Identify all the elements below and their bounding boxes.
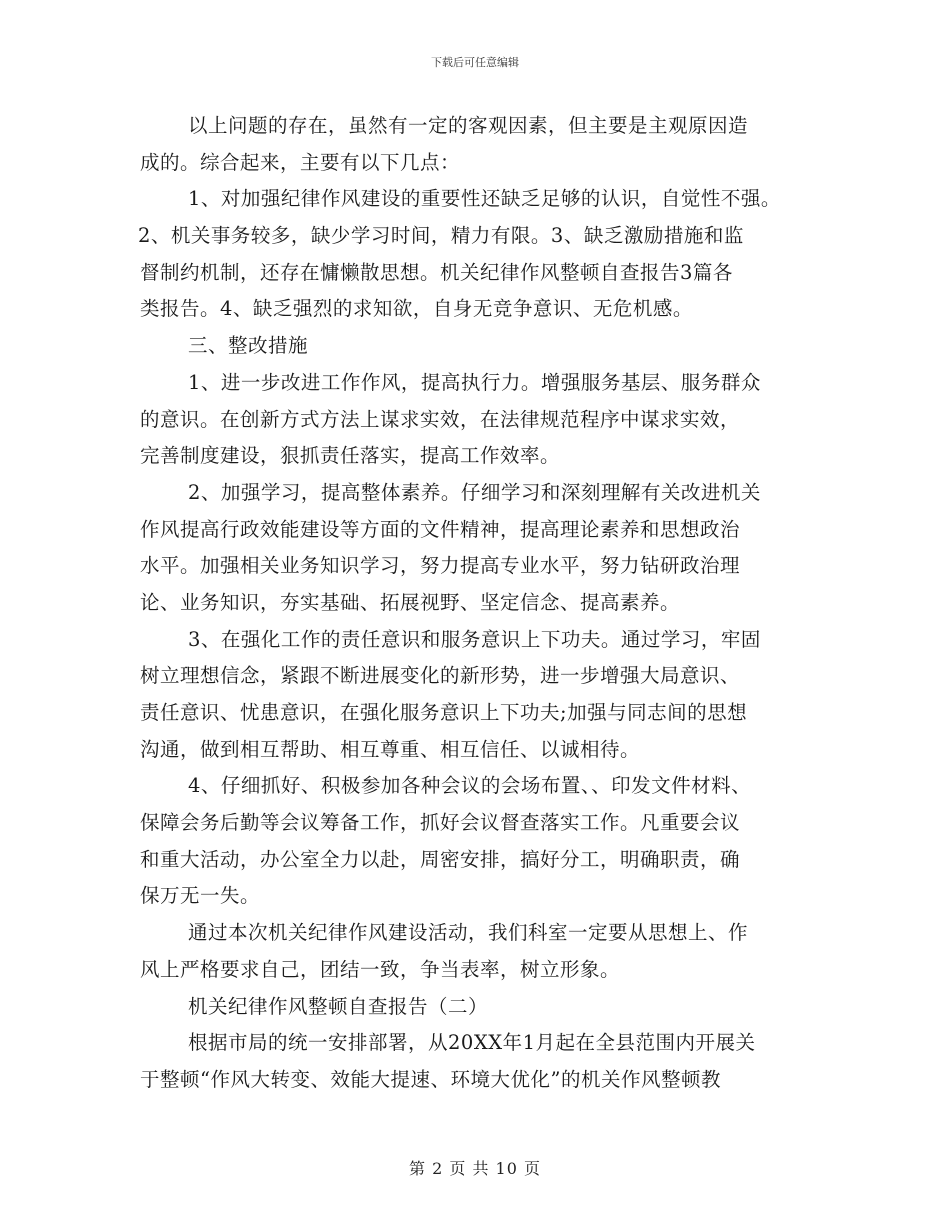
text-line: 1、进一步改进工作作风，提高执行力。增强服务基层、服务群众 — [188, 370, 761, 394]
text-line: 4、仔细抓好、积极参加各种会议的会场布置、、印发文件材料、 — [188, 774, 752, 798]
text-line: 成的。综合起来，主要有以下几点： — [140, 150, 461, 174]
text-line: 作风提高行政效能建设等方面的文件精神，提高理论素养和思想政治 — [140, 517, 741, 541]
text-line: 风上严格要求自己，团结一致，争当表率，树立形象。 — [140, 957, 621, 981]
text-line: 水平。加强相关业务知识学习，努力提高专业水平，努力钻研政治理 — [140, 554, 741, 578]
section-heading: 机关纪律作风整顿自查报告（二） — [188, 994, 489, 1018]
text-line: 论、业务知识，夯实基础、拓展视野、坚定信念、提高素养。 — [140, 590, 681, 614]
text-line: 责任意识、忧患意识，在强化服务意识上下功夫;加强与同志间的思想 — [140, 701, 748, 724]
text-line: 2、加强学习，提高整体素养。仔细学习和深刻理解有关改进机关 — [188, 480, 761, 504]
text-line: 2、机关事务较多，缺少学习时间，精力有限。3、缺乏激励措施和监 — [138, 224, 744, 248]
text-line: 以上问题的存在，虽然有一定的客观因素，但主要是主观原因造 — [188, 114, 749, 137]
text-line: 树立理想信念，紧跟不断进展变化的新形势，进一步增强大局意识、 — [140, 664, 741, 688]
text-line: 保障会务后勤等会议筹备工作，抓好会议督查落实工作。凡重要会议 — [140, 811, 741, 835]
text-line: 3、在强化工作的责任意识和服务意识上下功夫。通过学习，牢固 — [188, 627, 761, 651]
text-line: 根据市局的统一安排部署，从20XX年1月起在全县范围内开展关 — [188, 1031, 756, 1055]
text-line: 沟通，做到相互帮助、相互尊重、相互信任、以诚相待。 — [140, 737, 641, 761]
section-heading: 三、整改措施 — [188, 334, 309, 358]
text-line: 保万无一失。 — [140, 884, 261, 908]
text-line: 完善制度建设，狠抓责任落实，提高工作效率。 — [140, 444, 561, 468]
text-line: 类报告。4、缺乏强烈的求知欲，自身无竞争意识、无危机感。 — [140, 297, 693, 321]
document-body — [140, 108, 830, 1099]
text-line: 的意识。在创新方式方法上谋求实效，在法律规范程序中谋求实效， — [140, 407, 741, 431]
text-line: 于整顿“作风大转变、效能大提速、环境大优化”的机关作风整顿教 — [140, 1067, 721, 1091]
text-line: 通过本次机关纪律作风建设活动，我们科室一定要从思想上、作 — [188, 921, 749, 945]
text-line: 和重大活动，办公室全力以赴，周密安排，搞好分工，明确职责，确 — [140, 847, 741, 871]
text-line: 1、对加强纪律作风建设的重要性还缺乏足够的认识，自觉性不强。 — [188, 187, 781, 211]
text-line: 督制约机制，还存在慵懒散思想。机关纪律作风整顿自查报告3篇各 — [140, 260, 733, 284]
page-footer: 第 2 页 共 10 页 — [409, 1159, 541, 1178]
page-header: 下载后可任意编辑 — [431, 56, 519, 69]
